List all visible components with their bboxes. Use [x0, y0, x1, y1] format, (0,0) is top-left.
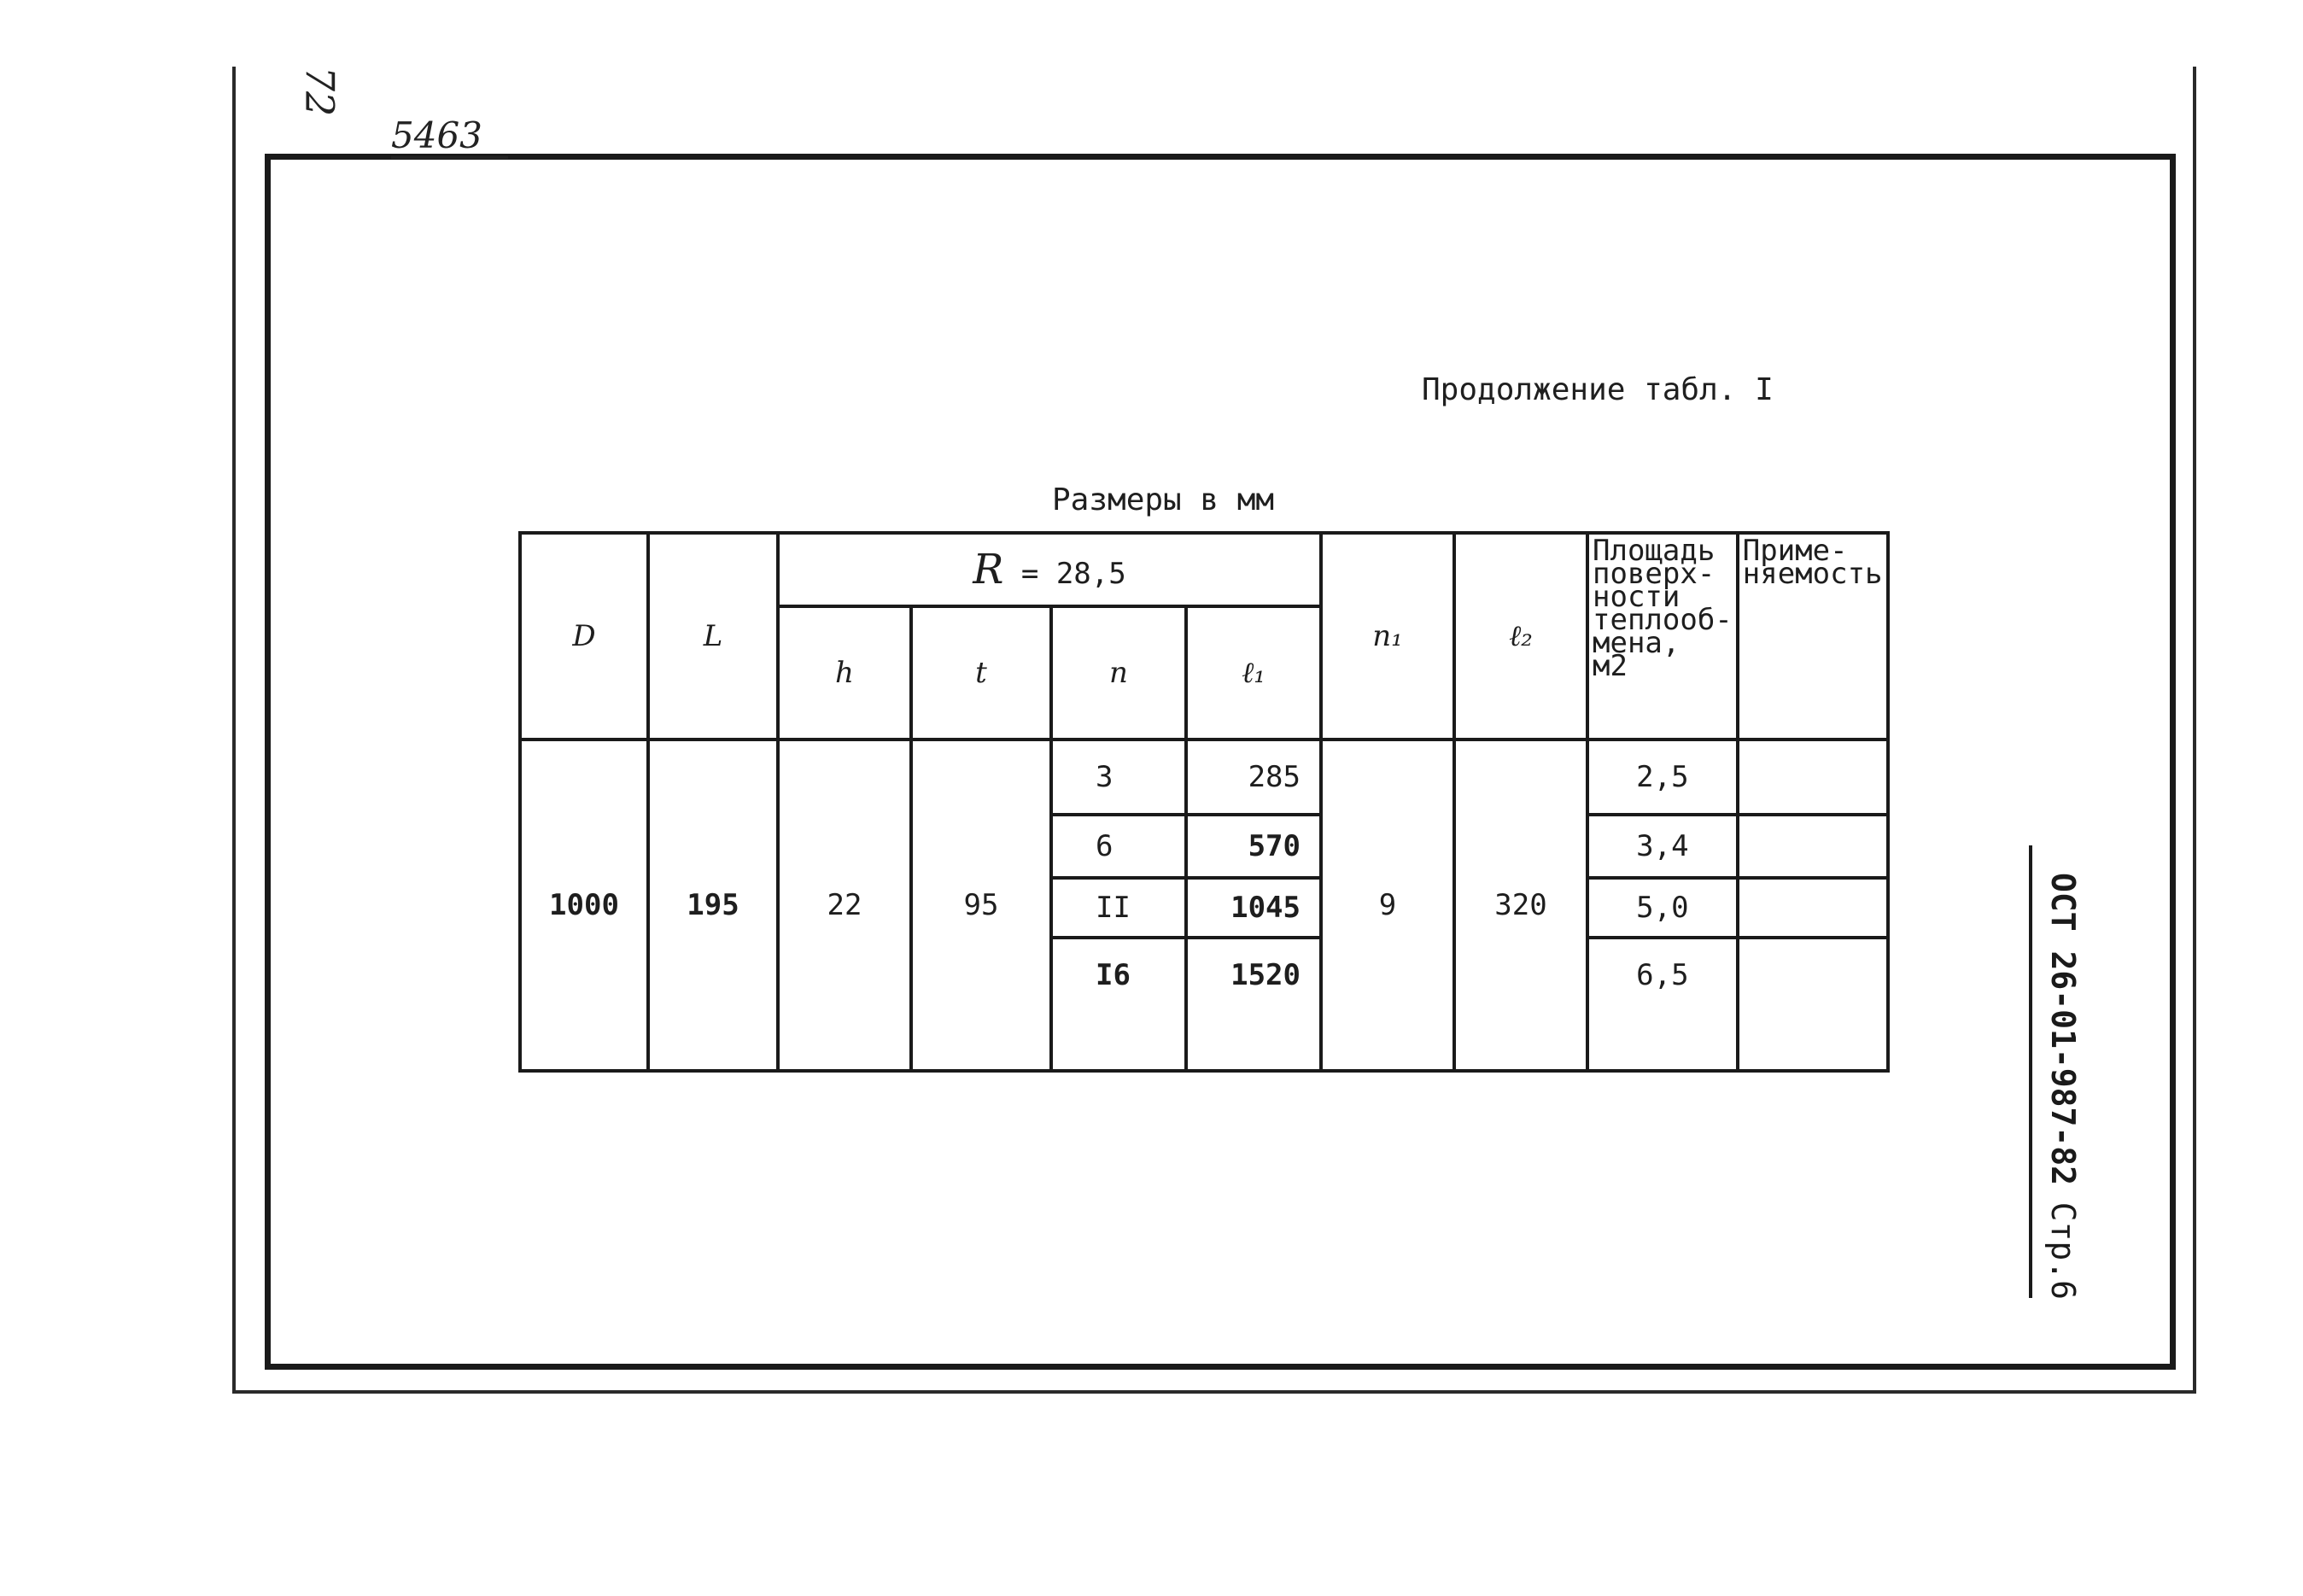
header-t: t — [911, 606, 1051, 740]
cell-D: 1000 — [520, 740, 648, 1071]
table-row — [520, 740, 1888, 815]
cell-l2: 320 — [1454, 740, 1587, 1071]
header-l2: ℓ₂ — [1454, 533, 1587, 740]
cell-note — [1738, 815, 1888, 878]
cell-n1: 9 — [1321, 740, 1454, 1071]
header-area: Площадь поверх- ности теплооб- мена, м2 — [1587, 533, 1738, 740]
header-D: D — [520, 533, 648, 740]
cell-n: II — [1051, 878, 1186, 938]
cell-l1: 1045 — [1186, 878, 1321, 938]
header-L: L — [648, 533, 778, 740]
side-stamp — [2044, 873, 2082, 1300]
cell-n: 3 — [1051, 740, 1186, 815]
units-caption: Размеры в мм — [1052, 482, 1275, 517]
cell-area: 2,5 — [1587, 740, 1738, 815]
cell-n: 6 — [1051, 815, 1186, 878]
cell-note — [1738, 740, 1888, 815]
cell-area: 6,5 — [1587, 938, 1738, 1071]
continuation-caption: Продолжение табл. I — [1422, 372, 1774, 407]
cell-area: 5,0 — [1587, 878, 1738, 938]
header-n: n — [1051, 606, 1186, 740]
spec-table — [518, 531, 1890, 1073]
cell-t: 95 — [911, 740, 1051, 1071]
cell-note — [1738, 878, 1888, 938]
header-R-symbol: R — [973, 546, 1004, 593]
page-label: Стр.6 — [2044, 1201, 2082, 1300]
header-n1: n₁ — [1321, 533, 1454, 740]
standard-code: ОСТ 26-01-987-82 — [2044, 873, 2082, 1186]
cell-l1: 285 — [1186, 740, 1321, 815]
cell-h: 22 — [778, 740, 911, 1071]
cell-l1: 1520 — [1186, 938, 1321, 1071]
page-number: 72 — [296, 66, 343, 117]
cell-L: 195 — [648, 740, 778, 1071]
inventory-number: 5463 — [391, 114, 508, 159]
cell-note — [1738, 938, 1888, 1071]
header-R-value: = 28,5 — [1020, 557, 1126, 591]
header-R — [778, 533, 1321, 606]
header-l1: ℓ₁ — [1186, 606, 1321, 740]
cell-l1: 570 — [1186, 815, 1321, 878]
cell-n: I6 — [1051, 938, 1186, 1071]
header-note: Приме- няемость — [1738, 533, 1888, 740]
cell-area: 3,4 — [1587, 815, 1738, 878]
header-h: h — [778, 606, 911, 740]
